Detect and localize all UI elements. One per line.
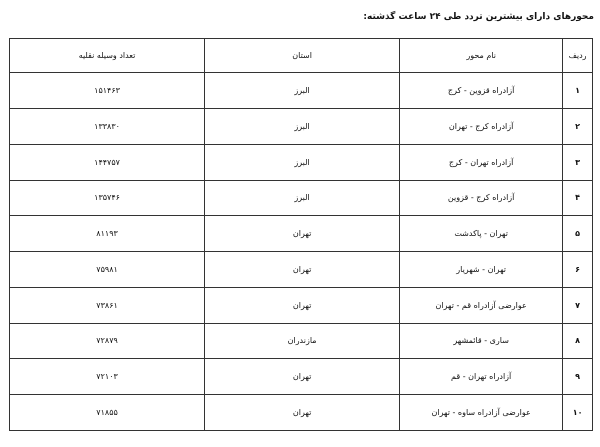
vehicle-count: ۷۵۹۸۱ [10,252,205,288]
province: البرز [205,73,400,109]
vehicle-count: ۱۵۱۴۶۳ [10,73,205,109]
table-row [10,323,593,359]
road-name: آزادراه کرج - تهران [400,109,563,145]
road-name: آزادراه کرج - قزوین [400,180,563,216]
row-number: ۲ [563,109,593,145]
table-header-row [10,39,593,73]
row-number: ۱ [563,73,593,109]
traffic-table [9,38,593,431]
vehicle-count: ۸۱۱۹۳ [10,216,205,252]
province: البرز [205,180,400,216]
road-name: ساری - قائمشهر [400,323,563,359]
province: مازندران [205,323,400,359]
row-number: ۸ [563,323,593,359]
header-province: استان [205,39,400,73]
header-vehicle-count: تعداد وسیله نقلیه [10,39,205,73]
row-number: ۳ [563,144,593,180]
vehicle-count: ۷۲۸۷۹ [10,323,205,359]
road-name: تهران - شهریار [400,252,563,288]
province: تهران [205,287,400,323]
vehicle-count: ۱۴۴۷۵۷ [10,144,205,180]
table-row [10,287,593,323]
row-number: ۹ [563,359,593,395]
table-row [10,180,593,216]
table-row [10,395,593,431]
road-name: آزادراه تهران - کرج [400,144,563,180]
row-number: ۶ [563,252,593,288]
province: تهران [205,359,400,395]
vehicle-count: ۷۱۸۵۵ [10,395,205,431]
header-road-name: نام محور [400,39,563,73]
row-number: ۴ [563,180,593,216]
vehicle-count: ۷۳۸۶۱ [10,287,205,323]
province: البرز [205,144,400,180]
row-number: ۵ [563,216,593,252]
vehicle-count: ۱۳۵۷۴۶ [10,180,205,216]
table-row [10,144,593,180]
road-name: عوارضی آزادراه قم - تهران [400,287,563,323]
province: البرز [205,109,400,145]
vehicle-count: ۱۳۳۸۳۰ [10,109,205,145]
table-row [10,252,593,288]
header-row-number: ردیف [563,39,593,73]
road-name: تهران - پاکدشت [400,216,563,252]
row-number: ۱۰ [563,395,593,431]
province: تهران [205,395,400,431]
road-name: آزادراه تهران - قم [400,359,563,395]
row-number: ۷ [563,287,593,323]
province: تهران [205,252,400,288]
vehicle-count: ۷۲۱۰۳ [10,359,205,395]
table-row [10,359,593,395]
table-row [10,109,593,145]
province: تهران [205,216,400,252]
table-title: محورهای دارای بیشترین تردد طی ۲۴ ساعت گذشته: [363,12,594,22]
table-row [10,73,593,109]
road-name: عوارضی آزادراه ساوه - تهران [400,395,563,431]
road-name: آزادراه قزوین - کرج [400,73,563,109]
table-row [10,216,593,252]
